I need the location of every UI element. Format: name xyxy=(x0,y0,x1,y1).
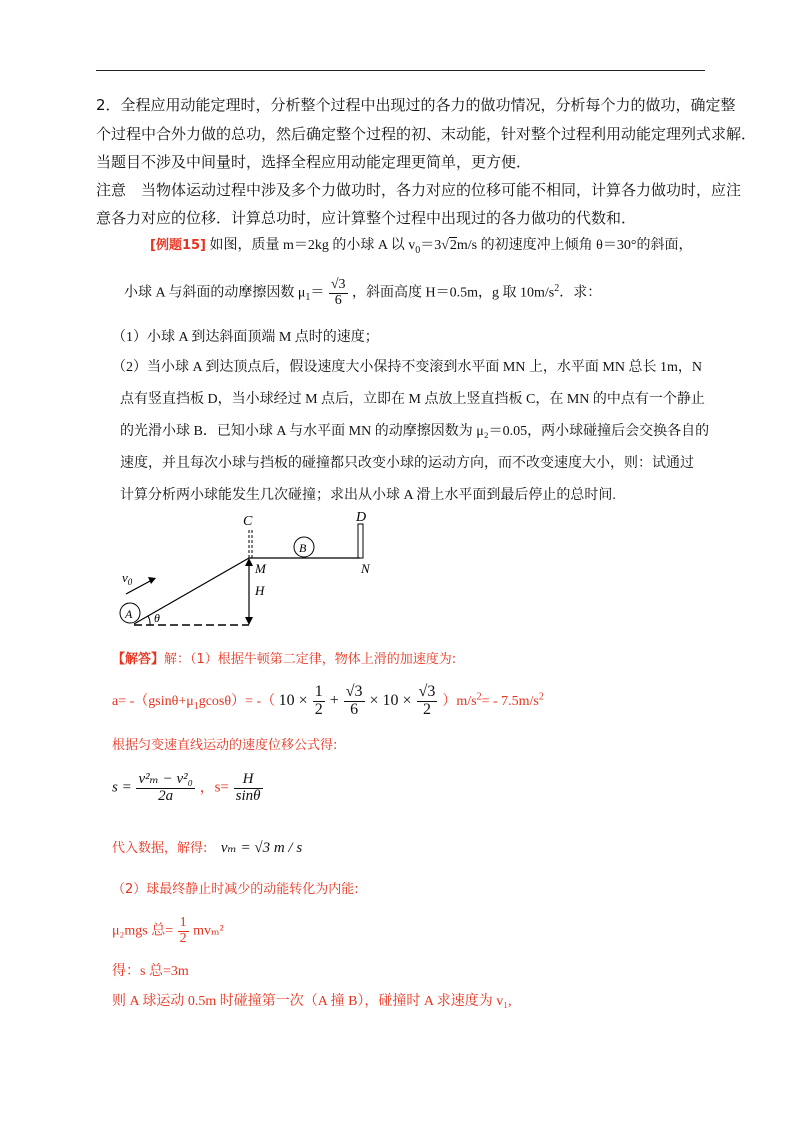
label-theta: θ xyxy=(154,611,160,625)
part2-intro: （2）球最终静止时减少的动能转化为内能: xyxy=(112,882,359,897)
question-2-line3: 的光滑小球 B．已知小球 A 与水平面 MN 的动摩擦因数为 μ₂＝0.05，两小球碰撞后会交换各自的 xyxy=(120,424,710,439)
label-a: A xyxy=(125,607,133,621)
total-distance-result: 得：s 总=3m xyxy=(112,964,189,979)
label-v0: $v_0$ xyxy=(122,570,133,587)
question-2-line5: 计算分析两小球能发生几次碰撞；求出从小球 A 滑上水平面到最后停止的总时间. xyxy=(120,488,616,503)
height-arrow-bottom xyxy=(245,617,253,625)
example-line2: 小球 A 与斜面的动摩擦因数 $\mu_1=$ $\frac{√3}{6}$ ，斜面高度 H＝0.5m，g 取 $10m/s^2$．求： xyxy=(124,277,602,308)
acceleration-formula: $a= -(gsin\theta+\mu_1gcos\theta)=$ -（ 10 × $\frac{1}{2}$ + $\frac{√3}{6}$ × 10 × $\frac{√3}{2}$ ）$m/s^2= - 7.5m/s^2$ xyxy=(112,683,544,718)
section2-line1: 2．全程应用动能定理时，分析整个过程中出现过的各力的做功情况，分析每个力的做功，确定整 xyxy=(96,96,736,114)
plate-d xyxy=(358,524,363,558)
velocity-arrowhead xyxy=(148,577,156,584)
incline-diagram xyxy=(112,512,402,636)
question-2-line4: 速度，并且每次小球与挡板的碰撞都只改变小球的运动方向，而不改变速度大小，则：试通过 xyxy=(120,456,694,471)
question-2-line1: （2）当小球 A 到达顶点后，假设速度大小保持不变滚到水平面 MN 上，水平面 MN 总长 1m，N xyxy=(112,360,702,375)
formula-intro: 根据匀变速直线运动的速度位移公式得: xyxy=(112,738,338,753)
example-line1: [例题15] 如图，质量 m＝2kg 的小球 A 以 $v_0=3√2m/s$ 的初速度冲上倾角 θ＝30°的斜面， xyxy=(150,238,693,256)
section2-line2: 个过程中合外力做的总功，然后确定整个过程的初、末动能，针对整个过程利用动能定理列式求解． xyxy=(96,125,757,143)
mu1-fraction: $\frac{√3}{6}$ xyxy=(330,277,346,308)
label-h: H xyxy=(255,583,265,598)
example-tag: [例题15] xyxy=(150,238,206,253)
label-m: M xyxy=(255,561,266,576)
solution-intro: 【解答】解：（1）根据牛顿第二定律，物体上滑的加速度为: xyxy=(112,652,457,667)
section2-line3: 当题目不涉及中间量时，选择全程应用动能定理更简单，更方便． xyxy=(96,153,532,171)
displacement-formula: s = $\frac{\text{v²ₘ − v²₀}}{2a}$ ，s= $\frac{H}{\sin\theta}$ xyxy=(112,771,261,804)
energy-equation: μ₂mgs 总= $\frac{1}{2}$ mvₘ² xyxy=(112,915,224,946)
header-rule xyxy=(96,70,705,71)
label-n: N xyxy=(361,561,370,576)
label-c: C xyxy=(243,514,253,529)
label-d: D xyxy=(356,512,367,525)
vm-result: vₘ = √3 m / s xyxy=(220,840,303,856)
question-1: （1）小球 A 到达斜面顶端 M 点时的速度； xyxy=(112,330,379,345)
first-collision-line: 则 A 球运动 0.5m 时碰撞第一次（A 撞 B），碰撞时 A 求速度为 v₁, xyxy=(112,994,512,1009)
solution-tag: 【解答】 xyxy=(112,652,165,667)
label-b: B xyxy=(299,541,307,555)
section2-note-line1: 注意 当物体运动过程中涉及多个力做功时，各力对应的位移可能不相同，计算各力做功时，应注 xyxy=(96,181,742,199)
incline xyxy=(134,558,249,624)
question-2-line2: 点有竖直挡板 D，当小球经过 M 点后，立即在 M 点放上竖直挡板 C，在 MN 的中点有一个静止 xyxy=(120,392,705,407)
section2-note-line2: 意各力对应的位移．计算总功时，应计算整个过程中出现过的各力做功的代数和． xyxy=(96,209,637,227)
substitute-line: 代入数据，解得: vₘ = √3 m / s xyxy=(112,840,303,856)
theta-arc xyxy=(148,616,150,625)
